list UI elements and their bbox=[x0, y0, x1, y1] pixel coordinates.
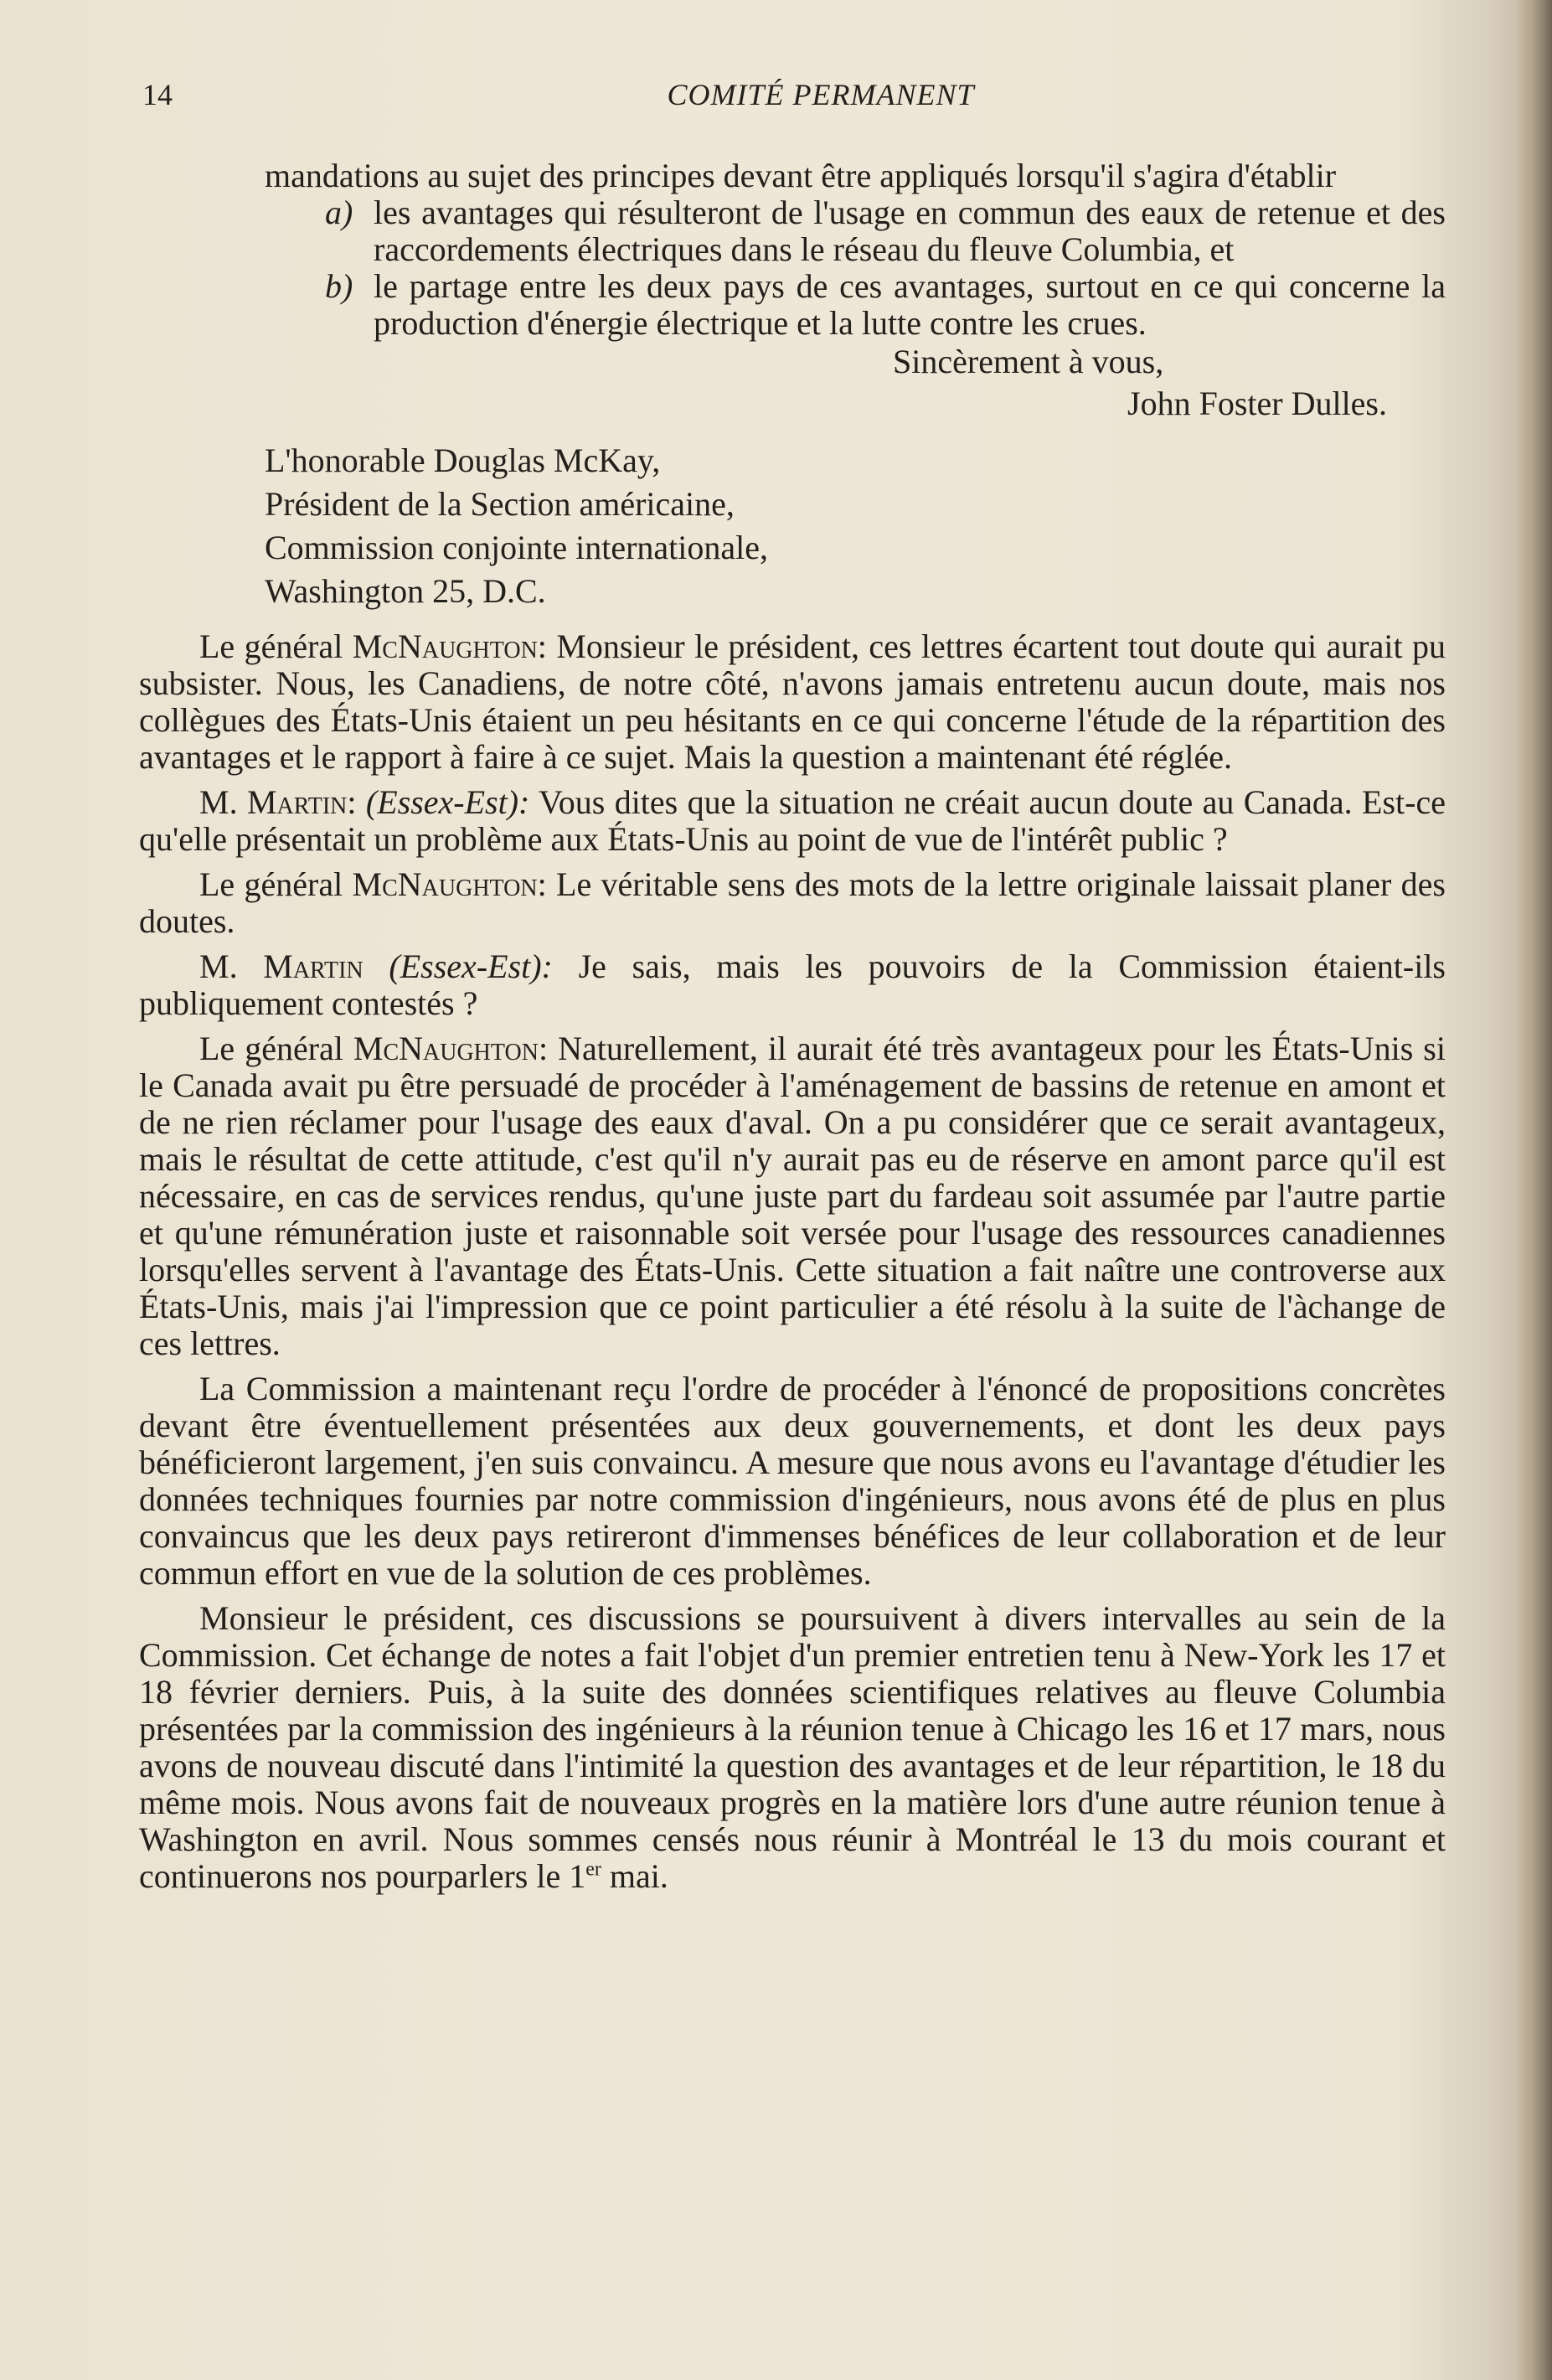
speaker-riding: (Essex-Est): bbox=[389, 947, 553, 985]
paragraph-discussions bbox=[139, 1600, 1446, 1895]
paragraph-text: Monsieur le président, ces discussions se poursuivent à divers intervalles au sein de la Commission. Cet échange de notes a fait l'objet d'un premier entretien tenu à New-York les 17 et 18 février derniers. Puis, à la suite des données scientifiques relatives au fleuve Columbia présentées par la commission des ingénieurs à la réunion tenue à Chicago les 16 et 17 mars, nous avons de nouveau discuté dans l'intimité la question des avantages et de leur répartition, le 18 du même mois. Nous avons fait de nouveaux progrès en la matière lors d'une autre réunion tenue à Washington en avril. Nous sommes censés nous réunir à Montréal le 13 du mois courant et continuerons nos pourparlers le 1 bbox=[139, 1599, 1446, 1895]
paragraph-text: Le véritable sens des mots de la lettre originale laissait planer des doutes. bbox=[139, 865, 1446, 940]
item-marker-a: a) bbox=[325, 194, 353, 231]
speaker-name: McNaughton bbox=[353, 1030, 539, 1067]
paragraph-text: Monsieur le président, ces lettres écartent tout doute qui aurait pu subsister. Nous, les Canadiens, de notre côté, n'avons jamais entretenu aucun doute, mais nos collègues des États-Unis étaient un peu hésitants en ce qui concerne l'étude de la répartition des avantages et le rapport à faire à ce sujet. Mais la question a maintenant été réglée. bbox=[139, 627, 1446, 776]
speaker-title: M. bbox=[199, 783, 247, 821]
paragraph-text: Naturellement, il aurait été très avantageux pour les États-Unis si le Canada avait pu être persuadé de procéder à l'aménagement de bassins de retenue en amont et de ne rien réclamer pour l'usage des eaux d'aval. On a pu considérer que ce serait avantageux, mais le résultat de cette attitude, c'est qu'il n'y aurait pas eu de réserve en amont parce qu'il est nécessaire, en cas de services rendus, qu'une juste part du fardeau soit assumée par l'autre partie et qu'une rémunération juste et raisonnable soit versée pour l'usage des ressources canadiennes lorsqu'elles servent à l'avantage des États-Unis. Cette situation a fait naître une controverse aux États-Unis, mais j'ai l'impression que ce point particulier a été résolu à la suite de l'àchange de ces lettres. bbox=[139, 1030, 1446, 1362]
paragraph-mcnaughton-2 bbox=[139, 866, 1446, 940]
speaker-space bbox=[364, 947, 389, 985]
speaker-title: Le général bbox=[199, 865, 353, 903]
paragraph-commission bbox=[139, 1371, 1446, 1592]
paragraph-martin-1 bbox=[139, 784, 1446, 858]
letter-item-b bbox=[139, 268, 1446, 342]
paragraph-mcnaughton-3 bbox=[139, 1030, 1446, 1362]
page-number: 14 bbox=[142, 78, 173, 111]
item-text-b: le partage entre les deux pays de ces avantages, surtout en ce qui concerne la production d'énergie électrique et la lutte contre les crues. bbox=[374, 267, 1446, 342]
paragraph-text: Vous dites que la situation ne créait aucun doute au Canada. Est-ce qu'elle présentait un problème aux États-Unis au point de vue de l'intérêt public ? bbox=[139, 783, 1446, 858]
letter-signature: John Foster Dulles. bbox=[1127, 385, 1387, 422]
body-text bbox=[139, 157, 1446, 1895]
letter-item-a bbox=[139, 194, 1446, 268]
speaker-colon: : bbox=[537, 865, 557, 903]
address-line: L'honorable Douglas McKay, bbox=[265, 441, 661, 479]
letter-address bbox=[139, 439, 1446, 613]
paragraph-mcnaughton-1 bbox=[139, 628, 1446, 776]
speaker-title: Le général bbox=[199, 1030, 353, 1067]
speaker-name: Martin bbox=[263, 947, 364, 985]
speaker-name: Martin bbox=[246, 783, 348, 821]
address-line: Commission conjointe internationale, bbox=[265, 529, 769, 566]
speaker-colon: : bbox=[537, 627, 557, 665]
letter-opening: mandations au sujet des principes devant être appliqués lorsqu'il s'agira d'établir bbox=[265, 157, 1337, 194]
paragraph-martin-2 bbox=[139, 948, 1446, 1022]
paragraph-text: Je sais, mais les pouvoirs de la Commission étaient-ils publiquement contestés ? bbox=[139, 947, 1446, 1022]
paragraph-tail: mai. bbox=[601, 1857, 668, 1895]
address-line: Washington 25, D.C. bbox=[265, 572, 546, 610]
ordinal-superscript: er bbox=[585, 1858, 601, 1881]
item-text-a: les avantages qui résulteront de l'usage en commun des eaux de retenue et des raccordements électriques dans le réseau du fleuve Columbia, et bbox=[374, 194, 1446, 268]
speaker-colon: : bbox=[538, 1030, 559, 1067]
speaker-riding: (Essex-Est): bbox=[365, 783, 530, 821]
running-head: COMITÉ PERMANENT bbox=[667, 78, 975, 111]
speaker-name: McNaughton bbox=[352, 865, 538, 903]
speaker-title: Le général bbox=[199, 627, 353, 665]
page-header bbox=[0, 77, 1552, 119]
item-marker-b: b) bbox=[325, 267, 353, 305]
address-line: Président de la Section américaine, bbox=[265, 485, 735, 523]
speaker-colon: : bbox=[347, 783, 366, 821]
page-edge-shadow bbox=[1517, 0, 1552, 2380]
paragraph-text: La Commission a maintenant reçu l'ordre de procéder à l'énoncé de propositions concrètes devant être éventuellement présentées aux deux gouvernements, et dont les deux pays bénéficieront largement, j'en suis convaincu. A mesure que nous avons eu l'avantage d'étudier les données techniques fournies par notre commission d'ingénieurs, nous avons été de plus en plus convaincus que les deux pays retireront d'immenses bénéfices de leur collaboration et de leur commun effort en vue de la solution de ces problèmes. bbox=[139, 1370, 1446, 1592]
speaker-name: McNaughton bbox=[352, 627, 538, 665]
speaker-title: M. bbox=[199, 947, 264, 985]
letter-closing: Sincèrement à vous, bbox=[893, 343, 1164, 380]
